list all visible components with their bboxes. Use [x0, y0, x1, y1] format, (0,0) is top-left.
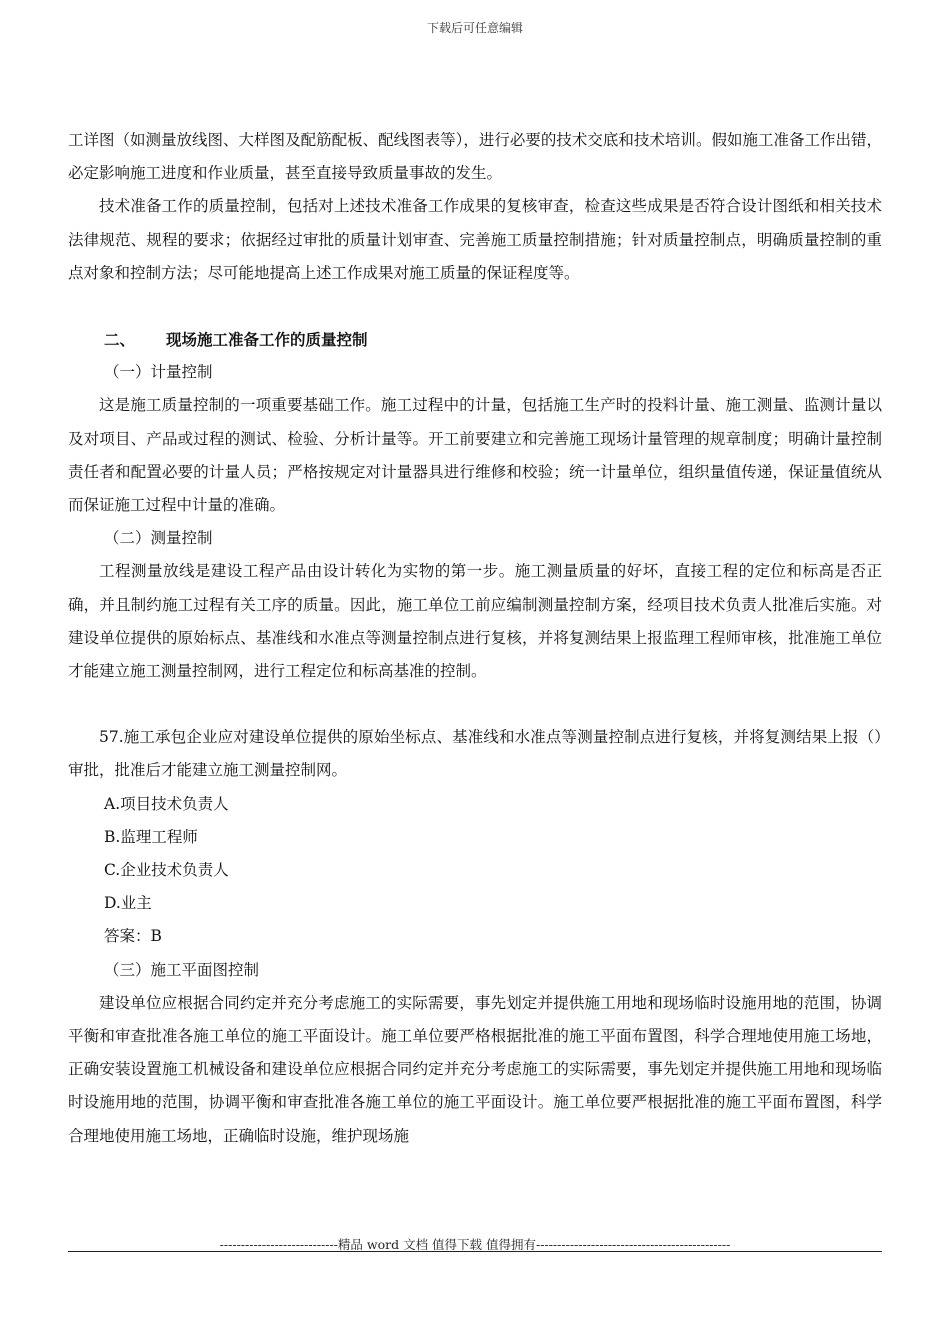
- question-57: 57.施工承包企业应对建设单位提供的原始坐标点、基准线和水准点等测量控制点进行复核，并将复测结果上报（）审批，批准后才能建立施工测量控制网。: [68, 728, 882, 780]
- spacer: [68, 290, 882, 323]
- footer-divider: [68, 1251, 882, 1252]
- subheading-1: （一）计量控制: [104, 363, 213, 382]
- paragraph-5: 建设单位应根据合同约定并充分考虑施工的实际需要，事先划定并提供施工用地和现场临时设施用地的范围，协调平衡和审查批准各施工单位的施工平面设计。施工单位要严格根据批准的施工平面布置图，科学合理地使用施工场地，正确安装设置施工机械设备和建设单位应根据合同约定并充分考虑施工的实际需要，事先划定并提供施工用地和现场临时设施用地的范围，协调平衡和审查批准各施工单位的施工平面设计。施工单位要严根据批准的施工平面布置图，科学合理地使用施工场地，正确临时设施，维护现场施: [68, 993, 882, 1145]
- option-d: D.业主: [104, 894, 152, 913]
- option-a: A.项目技术负责人: [104, 794, 229, 813]
- paragraph-1: 工详图（如测量放线图、大样图及配筋配板、配线图表等），进行必要的技术交底和技术培训。假如施工准备工作出错，必定影响施工进度和作业质量，甚至直接导致质量事故的发生。: [68, 131, 882, 183]
- page-footer: ----------------------------精品 word 文档 值得下载 值得拥有----------------------------------------------: [219, 1237, 731, 1252]
- section-number: 二、: [104, 330, 136, 350]
- spacer: [68, 688, 882, 721]
- section-title: 现场施工准备工作的质量控制: [166, 330, 368, 350]
- paragraph-4: 工程测量放线是建设工程产品由设计转化为实物的第一步。施工测量质量的好坏，直接工程的定位和标高是否正确，并且制约施工过程有关工序的质量。因此，施工单位工前应编制测量控制方案，经项目技术负责人批准后实施。对建设单位提供的原始标点、基准线和水准点等测量控制点进行复核，并将复测结果上报监理工程师审核，批准施工单位才能建立施工测量控制网，进行工程定位和标高基准的控制。: [68, 562, 882, 681]
- document-body: [68, 124, 882, 1153]
- paragraph-2: 技术准备工作的质量控制，包括对上述技术准备工作成果的复核审查，检查这些成果是否符合设计图纸和相关技术法律规范、规程的要求；依据经过审批的质量计划审查、完善施工质量控制措施；针对质量控制点，明确质量控制的重点对象和控制方法；尽可能地提高上述工作成果对施工质量的保证程度等。: [68, 197, 882, 282]
- page-header: 下载后可任意编辑: [426, 21, 523, 35]
- subheading-3: （三）施工平面图控制: [104, 960, 260, 979]
- subheading-2: （二）测量控制: [104, 529, 213, 548]
- section-heading: [68, 323, 882, 356]
- answer: 答案：B: [104, 927, 162, 946]
- option-b: B.监理工程师: [104, 827, 198, 846]
- paragraph-3: 这是施工质量控制的一项重要基础工作。施工过程中的计量，包括施工生产时的投料计量、施工测量、监测计量以及对项目、产品或过程的测试、检验、分析计量等。开工前要建立和完善施工现场计量管理的规章制度；明确计量控制责任者和配置必要的计量人员；严格按规定对计量器具进行维修和校验；统一计量单位，组织量值传递，保证量值统从而保证施工过程中计量的准确。: [68, 396, 882, 515]
- option-c: C.企业技术负责人: [104, 861, 229, 880]
